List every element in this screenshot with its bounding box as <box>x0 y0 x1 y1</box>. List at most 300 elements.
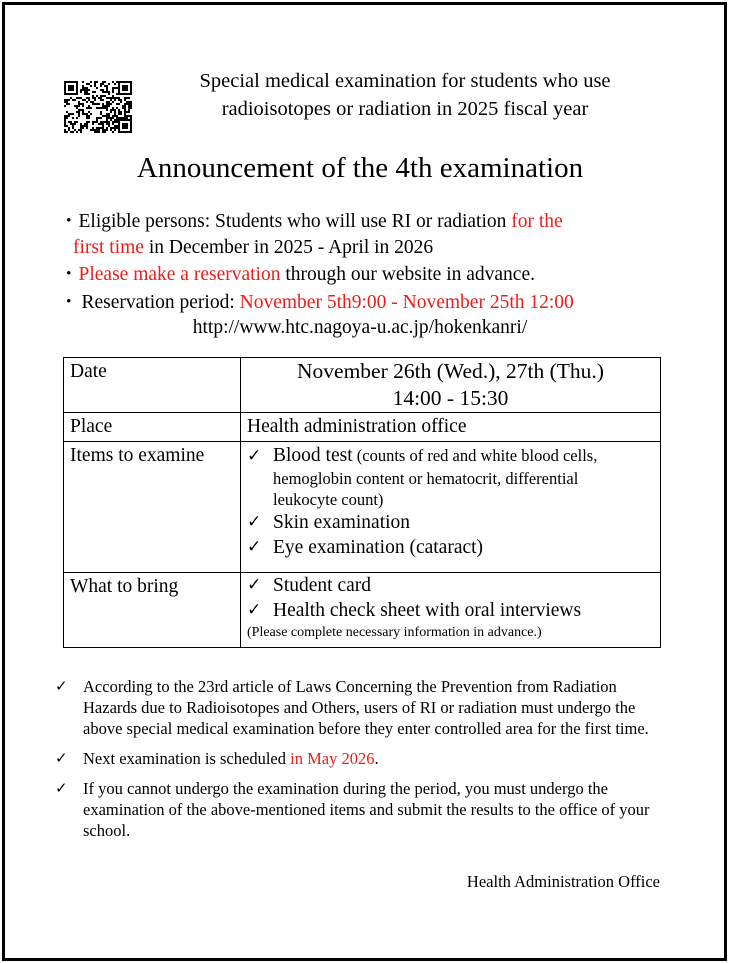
qr-module <box>90 113 92 115</box>
qr-module <box>86 125 88 127</box>
qr-module <box>98 123 100 125</box>
qr-module <box>82 127 84 129</box>
qr-module <box>80 103 82 105</box>
qr-module <box>126 115 128 117</box>
qr-module <box>86 89 88 91</box>
qr-module <box>86 113 88 115</box>
qr-module <box>112 89 114 91</box>
qr-module <box>94 97 96 99</box>
qr-module <box>116 87 118 89</box>
qr-module <box>120 113 122 115</box>
qr-module <box>106 89 108 91</box>
qr-module <box>106 113 108 115</box>
qr-module <box>80 97 82 99</box>
qr-module <box>106 85 108 87</box>
qr-module <box>96 127 98 129</box>
qr-module <box>86 115 88 117</box>
qr-module <box>110 109 112 111</box>
qr-module <box>96 121 98 123</box>
qr-module <box>98 117 100 119</box>
qr-module <box>108 93 110 95</box>
qr-module <box>128 107 130 109</box>
qr-module <box>106 121 108 123</box>
qr-module <box>94 81 96 83</box>
date-value <box>241 358 661 413</box>
qr-module <box>118 103 120 105</box>
list-item <box>55 748 655 769</box>
qr-module <box>100 95 102 97</box>
qr-module <box>130 107 132 109</box>
qr-module <box>112 107 114 109</box>
qr-module <box>106 109 108 111</box>
qr-module <box>76 117 78 119</box>
qr-module <box>78 109 80 111</box>
qr-module <box>90 81 92 83</box>
qr-module <box>98 97 100 99</box>
qr-module <box>110 127 112 129</box>
bullet-marker: ・ <box>59 211 79 232</box>
check-mark-icon: ✓ <box>247 446 262 466</box>
qr-module <box>124 105 126 107</box>
qr-module <box>94 121 96 123</box>
next-exam-text: Next examination is scheduled <box>83 749 291 768</box>
check-mark-icon: ✓ <box>55 779 68 797</box>
qr-module <box>68 103 70 105</box>
items-value <box>241 442 661 573</box>
qr-module <box>98 127 100 129</box>
qr-module <box>118 97 120 99</box>
qr-module <box>122 105 124 107</box>
qr-module <box>98 131 100 133</box>
qr-module <box>110 97 112 99</box>
qr-module <box>84 123 86 125</box>
qr-module <box>102 83 104 85</box>
qr-module <box>80 123 82 125</box>
qr-module <box>88 99 90 101</box>
qr-module <box>124 107 126 109</box>
qr-module <box>66 111 68 113</box>
qr-module <box>106 115 108 117</box>
qr-module <box>122 117 124 119</box>
items-label: Items to examine <box>64 442 241 573</box>
qr-module <box>114 121 116 123</box>
qr-module <box>64 101 66 103</box>
qr-module <box>72 123 74 125</box>
qr-module <box>128 115 130 117</box>
qr-module <box>126 117 128 119</box>
date-value-time: 14:00 - 15:30 <box>392 386 509 410</box>
qr-module <box>64 117 66 119</box>
blood-test-detail-1: (counts of red and white blood cells, <box>352 446 598 465</box>
blood-test-detail-3: leukocyte count) <box>273 490 384 509</box>
qr-module <box>106 105 108 107</box>
qr-module <box>112 121 114 123</box>
qr-module <box>78 113 80 115</box>
qr-module <box>68 127 70 129</box>
qr-module <box>72 125 74 127</box>
qr-module <box>118 109 120 111</box>
qr-module <box>104 95 106 97</box>
qr-module <box>104 85 106 87</box>
qr-module <box>100 85 102 87</box>
qr-module <box>90 129 92 131</box>
qr-module <box>76 105 78 107</box>
list-item <box>247 510 654 535</box>
qr-module <box>94 85 96 87</box>
qr-module <box>76 121 78 123</box>
qr-module <box>88 121 90 123</box>
qr-module <box>114 129 116 131</box>
office-signature: Health Administration Office <box>466 872 660 891</box>
qr-module <box>112 97 114 99</box>
qr-module <box>124 97 126 99</box>
qr-module <box>66 99 68 101</box>
qr-module <box>100 121 102 123</box>
qr-module <box>114 125 116 127</box>
place-value: Health administration office <box>241 413 661 442</box>
qr-module <box>102 81 104 83</box>
qr-module <box>96 95 98 97</box>
qr-module <box>112 87 114 89</box>
qr-module <box>128 101 130 103</box>
qr-module <box>64 131 66 133</box>
qr-module <box>116 121 118 123</box>
table-row <box>64 573 661 648</box>
qr-module <box>94 83 96 85</box>
qr-module <box>68 121 70 123</box>
qr-module <box>74 123 76 125</box>
qr-module <box>106 101 108 103</box>
qr-module <box>82 81 84 83</box>
qr-module <box>84 91 86 93</box>
qr-module <box>74 105 76 107</box>
qr-module <box>116 93 118 95</box>
qr-module <box>118 117 120 119</box>
qr-module <box>116 119 118 121</box>
qr-module <box>130 103 132 105</box>
qr-module <box>64 125 66 127</box>
bullet-marker: ・ <box>59 292 79 313</box>
qr-module <box>96 87 98 89</box>
qr-module <box>112 95 114 97</box>
qr-module <box>64 119 66 121</box>
qr-module <box>92 121 94 123</box>
qr-module <box>66 101 68 103</box>
qr-module <box>128 103 130 105</box>
qr-module <box>92 97 94 99</box>
qr-module <box>72 117 74 119</box>
qr-module <box>92 127 94 129</box>
qr-module <box>88 115 90 117</box>
qr-module <box>68 129 70 131</box>
qr-module <box>108 121 110 123</box>
qr-module <box>114 119 116 121</box>
qr-module <box>74 121 76 123</box>
qr-module <box>96 117 98 119</box>
qr-module <box>80 91 82 93</box>
qr-module <box>78 111 80 113</box>
qr-module <box>88 97 90 99</box>
qr-module <box>76 131 78 133</box>
qr-module <box>110 117 112 119</box>
qr-module <box>74 99 76 101</box>
qr-module <box>108 113 110 115</box>
qr-module <box>72 127 74 129</box>
eye-exam-label: Eye examination (cataract) <box>273 537 484 558</box>
qr-module <box>96 119 98 121</box>
qr-module <box>102 107 104 109</box>
qr-module <box>116 117 118 119</box>
qr-module <box>102 89 104 91</box>
qr-module <box>84 125 86 127</box>
qr-module <box>104 91 106 93</box>
check-mark-icon: ✓ <box>247 537 262 557</box>
qr-module <box>88 89 90 91</box>
student-card-label: Student card <box>273 575 372 596</box>
qr-module <box>130 117 132 119</box>
check-mark-icon: ✓ <box>247 600 262 620</box>
page-title: Announcement of the 4th examination <box>136 152 584 184</box>
qr-module <box>114 87 116 89</box>
qr-module <box>104 121 106 123</box>
qr-module <box>70 123 72 125</box>
qr-module <box>110 111 112 113</box>
qr-module <box>76 97 78 99</box>
qr-module <box>92 95 94 97</box>
qr-module <box>104 81 106 83</box>
bring-note: (Please complete necessary information in advance.) <box>247 625 542 640</box>
qr-module <box>86 123 88 125</box>
qr-module <box>114 99 116 101</box>
eligible-emphasis: for the <box>511 211 563 232</box>
qr-module <box>68 115 70 117</box>
qr-module <box>92 103 94 105</box>
qr-module <box>108 117 110 119</box>
qr-module <box>92 123 94 125</box>
qr-module <box>86 107 88 109</box>
eligible-persons-bullet <box>59 209 563 261</box>
law-note: According to the 23rd article of Laws Concerning the Prevention from Radiation Hazards due to Radioisotopes and Others, users of RI or radiation must undergo the above special medical examination before they enter controlled area for the first time. <box>83 677 649 738</box>
qr-module <box>124 99 126 101</box>
qr-module <box>120 101 122 103</box>
qr-module <box>86 121 88 123</box>
subtitle-line-1: Special medical examination for students who use <box>199 70 611 92</box>
qr-module <box>102 131 104 133</box>
qr-module <box>68 99 70 101</box>
qr-module <box>128 109 130 111</box>
qr-module <box>110 99 112 101</box>
qr-module <box>80 127 82 129</box>
qr-module <box>106 91 108 93</box>
blood-test-detail-2: hemoglobin content or hematocrit, differential <box>273 469 579 488</box>
qr-module <box>112 91 114 93</box>
health-sheet-label: Health check sheet with oral interviews <box>273 600 582 621</box>
qr-module <box>124 111 126 113</box>
announcement-page <box>2 2 727 961</box>
qr-module <box>116 103 118 105</box>
qr-module <box>70 113 72 115</box>
qr-module <box>88 93 90 95</box>
qr-module <box>112 123 114 125</box>
qr-module <box>82 99 84 101</box>
check-mark-icon: ✓ <box>55 749 68 767</box>
qr-module <box>128 111 130 113</box>
qr-module <box>64 121 66 123</box>
qr-module <box>74 129 76 131</box>
qr-module <box>114 97 116 99</box>
qr-module <box>98 103 100 105</box>
qr-module <box>86 117 88 119</box>
qr-module <box>126 111 128 113</box>
qr-module <box>108 83 110 85</box>
reservation-period-bullet <box>59 290 574 316</box>
qr-module <box>120 117 122 119</box>
qr-module <box>84 89 86 91</box>
check-mark-icon: ✓ <box>247 575 262 595</box>
qr-module <box>108 105 110 107</box>
qr-module <box>110 129 112 131</box>
qr-module <box>106 127 108 129</box>
qr-module <box>116 125 118 127</box>
qr-module <box>64 129 66 131</box>
qr-module <box>82 103 84 105</box>
qr-module <box>116 127 118 129</box>
qr-module <box>94 99 96 101</box>
qr-module <box>102 91 104 93</box>
website-link[interactable]: http://www.htc.nagoya-u.ac.jp/hokenkanri/ <box>192 317 528 338</box>
qr-module <box>86 93 88 95</box>
qr-module <box>72 99 74 101</box>
qr-module <box>64 99 66 101</box>
qr-module <box>100 123 102 125</box>
qr-module <box>96 107 98 109</box>
qr-module <box>126 97 128 99</box>
qr-module <box>130 101 132 103</box>
qr-module <box>108 123 110 125</box>
qr-module <box>64 105 66 107</box>
qr-module <box>116 115 118 117</box>
qr-module <box>108 91 110 93</box>
qr-module <box>82 111 84 113</box>
qr-module <box>100 117 102 119</box>
qr-module <box>96 81 98 83</box>
list-item <box>247 442 654 510</box>
qr-module <box>88 83 90 85</box>
qr-module <box>106 117 108 119</box>
qr-module <box>118 113 120 115</box>
qr-module <box>78 129 80 131</box>
qr-module <box>106 129 108 131</box>
qr-module <box>80 129 82 131</box>
qr-module <box>100 97 102 99</box>
bullet-marker: ・ <box>59 264 79 285</box>
qr-module <box>128 105 130 107</box>
qr-module <box>112 115 114 117</box>
qr-module <box>84 99 86 101</box>
qr-module <box>94 129 96 131</box>
qr-module <box>104 129 106 131</box>
qr-module <box>108 115 110 117</box>
qr-module <box>102 121 104 123</box>
qr-module <box>106 103 108 105</box>
qr-module <box>92 101 94 103</box>
qr-module <box>76 107 78 109</box>
eligible-text: Eligible persons: Students who will use RI or radiation <box>78 211 512 232</box>
skin-exam-label: Skin examination <box>273 512 411 533</box>
qr-module <box>104 115 106 117</box>
qr-module <box>92 91 94 93</box>
qr-module <box>86 97 88 99</box>
reservation-text: through our website in advance. <box>280 264 535 285</box>
exam-info-table <box>63 357 661 648</box>
qr-module <box>70 131 72 133</box>
qr-module <box>114 83 116 85</box>
qr-module <box>102 129 104 131</box>
qr-module <box>94 131 96 133</box>
table-row <box>64 358 661 413</box>
qr-module <box>100 111 102 113</box>
list-item <box>247 598 654 623</box>
eligible-period: in December in 2025 - April in 2026 <box>143 237 434 258</box>
qr-module <box>106 107 108 109</box>
qr-module <box>80 89 82 91</box>
qr-module <box>112 109 114 111</box>
qr-module <box>130 105 132 107</box>
qr-module <box>84 87 86 89</box>
qr-module <box>100 83 102 85</box>
qr-module <box>102 125 104 127</box>
qr-module <box>122 107 124 109</box>
table-row <box>64 413 661 442</box>
qr-module <box>64 123 66 125</box>
qr-module <box>84 93 86 95</box>
qr-module <box>114 113 116 115</box>
eligible-emphasis-2: first time <box>73 237 144 258</box>
qr-module <box>102 123 104 125</box>
qr-module <box>92 129 94 131</box>
qr-module <box>88 117 90 119</box>
period-label: Reservation period: <box>81 292 240 313</box>
qr-module <box>124 115 126 117</box>
qr-module <box>82 85 84 87</box>
qr-module <box>96 131 98 133</box>
qr-module <box>126 101 128 103</box>
check-mark-icon: ✓ <box>55 677 68 695</box>
qr-module <box>90 101 92 103</box>
qr-module <box>82 125 84 127</box>
qr-module <box>112 117 114 119</box>
qr-module <box>102 99 104 101</box>
blood-test-label: Blood test <box>273 445 353 466</box>
qr-module <box>102 105 104 107</box>
qr-module <box>112 81 114 83</box>
qr-module <box>86 101 88 103</box>
qr-module <box>98 107 100 109</box>
list-item <box>55 778 655 841</box>
qr-module <box>128 97 130 99</box>
qr-module <box>106 123 108 125</box>
qr-module <box>130 115 132 117</box>
qr-module <box>104 131 106 133</box>
qr-module <box>116 81 118 83</box>
qr-module <box>108 125 110 127</box>
qr-module <box>94 103 96 105</box>
qr-module <box>94 91 96 93</box>
qr-module <box>114 111 116 113</box>
qr-module <box>106 87 108 89</box>
qr-module <box>86 83 88 85</box>
qr-module <box>78 97 80 99</box>
